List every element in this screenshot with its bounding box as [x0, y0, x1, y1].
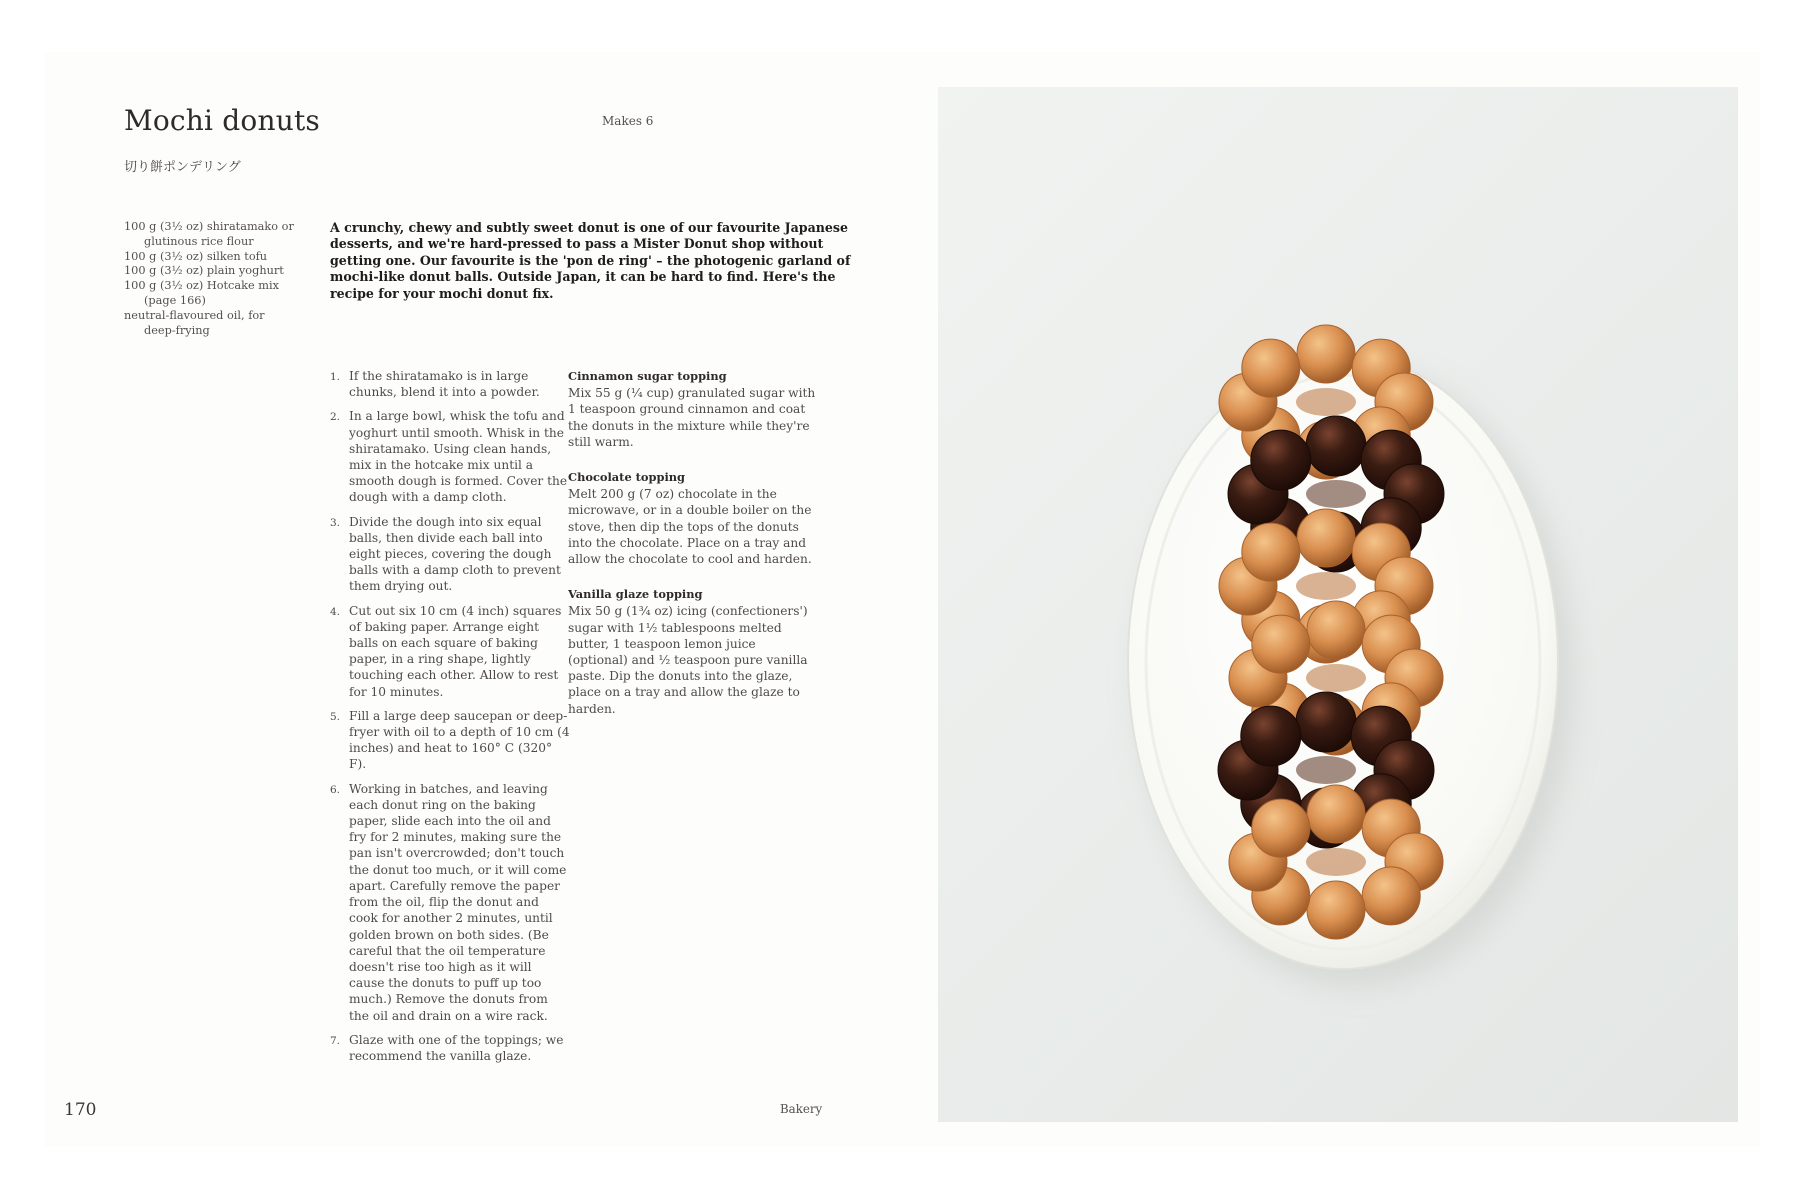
ingredient-item: 100 g (3½ oz) shiratamako or glutinous rice flour: [124, 220, 294, 248]
ingredient-list: [124, 220, 299, 338]
method-step: [330, 368, 570, 400]
ingredient-item: 100 g (3½ oz) silken tofu: [124, 249, 268, 263]
step-text: In a large bowl, whisk the tofu and yoghurt until smooth. Whisk in the shiratamako. Using clean hands, mix in the hotcake mix until a smooth dough is formed. Cover the dough with a damp cloth.: [349, 409, 568, 505]
method-step: [330, 781, 570, 1024]
donut-photo: [938, 87, 1738, 1122]
method-step: [330, 514, 570, 595]
topping-vanilla: [568, 586, 818, 717]
donut-ball: [1307, 881, 1365, 939]
donut-stack: [1218, 325, 1444, 939]
topping-title: Vanilla glaze topping: [568, 587, 703, 602]
method-step: [330, 708, 570, 773]
topping-text: Melt 200 g (7 oz) chocolate in the microwave, or in a double boiler on the stove, then dip the tops of the donuts into the chocolate. Place on a tray and allow the chocolate to cool and harden.: [568, 487, 812, 567]
book-spread: [45, 52, 1760, 1147]
donut-ball: [1296, 692, 1356, 752]
ingredient-item: 100 g (3½ oz) Hotcake mix (page 166): [124, 279, 279, 307]
recipe-title: Mochi donuts: [124, 104, 320, 137]
step-text: Fill a large deep saucepan or deep-fryer with oil to a depth of 10 cm (4 inches) and heat to 160° C (320° F).: [349, 708, 570, 772]
donut-ball: [1307, 785, 1365, 843]
topping-text: Mix 55 g (¼ cup) granulated sugar with 1 teaspoon ground cinnamon and coat the donuts in the mixture while they're still warm.: [568, 386, 816, 449]
donut-ball: [1307, 601, 1365, 659]
recipe-intro: A crunchy, chewy and subtly sweet donut is one of our favourite Japanese desserts, and we're hard-pressed to pass a Mister Donut shop without getting one. Our favourite is the 'pon de ring' – the photogenic garland of mochi-like donut balls. Outside Japan, it can be hard to find. Here's the recipe for your mochi donut fix.: [330, 220, 851, 301]
step-number: 1.: [330, 371, 341, 383]
step-number: 3.: [330, 516, 341, 529]
recipe-yield: Makes 6: [602, 114, 654, 128]
step-number: 2.: [330, 411, 341, 424]
donut-ball: [1297, 325, 1355, 383]
donut-hole: [1296, 756, 1356, 784]
topping-title: Chocolate topping: [568, 470, 686, 485]
topping-cinnamon: [568, 368, 818, 450]
recipe-title-japanese: 切り餅ポンデリング: [124, 160, 241, 175]
step-number: 7.: [330, 1034, 341, 1047]
donut-hole: [1296, 388, 1356, 416]
donut-ball: [1251, 430, 1311, 490]
donut-ball: [1242, 523, 1300, 581]
method-step: [330, 1032, 570, 1064]
method-steps: [330, 368, 570, 1072]
donut-ball: [1252, 615, 1310, 673]
topping-chocolate: [568, 469, 818, 567]
donut-ball: [1362, 867, 1420, 925]
step-text: Cut out six 10 cm (4 inch) squares of baking paper. Arrange eight balls on each square of baking paper, in a ring shape, lightly touching each other. Allow to rest for 10 minutes.: [349, 603, 562, 699]
step-text: Working in batches, and leaving each donut ring on the baking paper, slide each into the oil and fry for 2 minutes, making sure the pan isn't overcrowded; don't touch the donut too much, or it will come apart. Carefully remove the paper from the oil, flip the donut and cook for another 2 minutes, until golden brown on both sides. (Be careful that the oil temperature doesn't rise too high as it will cause the donuts to puff up too much.) Remove the donuts from the oil and drain on a wire rack.: [349, 781, 567, 1023]
donut-ball: [1242, 339, 1300, 397]
donut-ball: [1306, 416, 1366, 476]
donut-hole: [1306, 480, 1366, 508]
ingredient-item: 100 g (3½ oz) plain yoghurt: [124, 264, 284, 278]
donut-hole: [1296, 572, 1356, 600]
donut-ball: [1297, 509, 1355, 567]
step-number: 6.: [330, 783, 341, 796]
topping-text: Mix 50 g (1¾ oz) icing (confectioners') sugar with 1½ tablespoons melted butter, 1 teaspoon lemon juice (optional) and ½ teaspoon pure vanilla paste. Dip the donuts into the glaze, place on a tray and allow the glaze to harden.: [568, 604, 808, 716]
section-running-head: Bakery: [780, 1102, 823, 1116]
donut-hole: [1306, 848, 1366, 876]
method-step: [330, 408, 570, 505]
topping-title: Cinnamon sugar topping: [568, 369, 727, 383]
step-number: 5.: [330, 710, 341, 723]
sugar-donut: [1229, 785, 1443, 939]
step-text: Glaze with one of the toppings; we recommend the vanilla glaze.: [349, 1032, 564, 1063]
left-page: [45, 52, 940, 1147]
ingredient-item: neutral-flavoured oil, for deep-frying: [124, 308, 265, 337]
donut-ball: [1241, 706, 1301, 766]
toppings-column: [568, 368, 818, 736]
donut-hole: [1306, 664, 1366, 692]
method-step: [330, 603, 570, 700]
donut-ball: [1252, 799, 1310, 857]
step-text: Divide the dough into six equal balls, then divide each ball into eight pieces, covering the dough balls with a damp cloth to prevent them drying out.: [349, 514, 561, 594]
donut-plate-illustration: [938, 87, 1738, 1122]
step-number: 4.: [330, 605, 341, 618]
step-text: If the shiratamako is in large chunks, blend it into a powder.: [349, 369, 540, 400]
page-number: 170: [64, 1100, 97, 1120]
